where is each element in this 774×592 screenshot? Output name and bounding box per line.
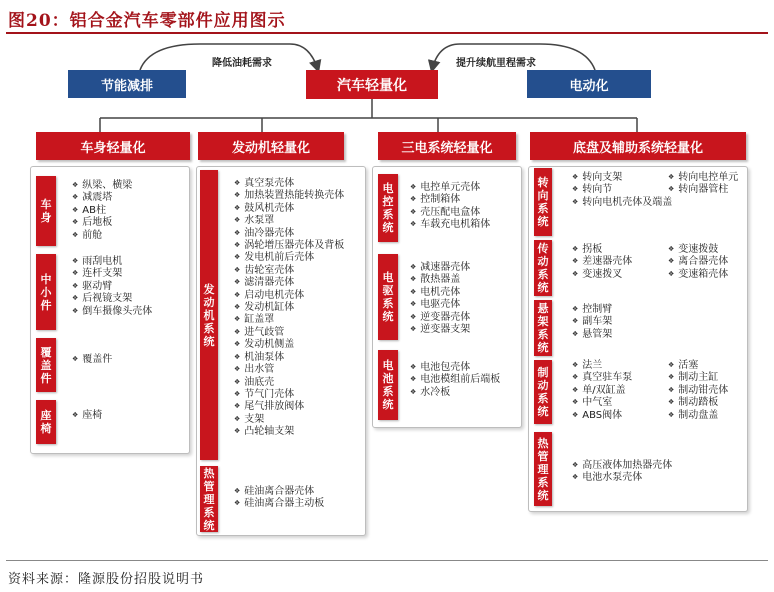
list-item: ❖ 雨刮电机 <box>72 256 152 268</box>
list-item: ❖ 制动盘盖 <box>668 410 728 422</box>
list-item: ❖ 节气门壳体 <box>234 389 344 401</box>
list-cover <box>72 354 112 366</box>
side-label-cover: 覆盖件 <box>36 338 56 392</box>
list-item: ❖ 凸轮轴支架 <box>234 426 344 438</box>
list-item: ❖ 单/双缸盖 <box>572 385 632 397</box>
list-item: ❖ 制动钳壳体 <box>668 385 728 397</box>
list-item: ❖ 电机壳体 <box>410 287 470 299</box>
lightweight-center-box: 汽车轻量化 <box>306 70 438 99</box>
list-item: ❖ 转向器管柱 <box>668 184 738 196</box>
list-item: ❖ ABS阀体 <box>572 410 632 422</box>
list-e-control <box>410 182 490 232</box>
list-chassis-thermal <box>572 460 672 485</box>
list-item: ❖ 电驱壳体 <box>410 299 470 311</box>
footer-divider <box>6 560 768 561</box>
list-transmission-right <box>668 244 728 281</box>
list-engine-system <box>234 178 344 439</box>
list-item: ❖ 控制臂 <box>572 304 612 316</box>
list-item: ❖ 机油泵体 <box>234 352 344 364</box>
header-three-electric-lightweight: 三电系统轻量化 <box>378 132 516 160</box>
list-item: ❖ 高压液体加热器壳体 <box>572 460 672 472</box>
side-label-e-control: 电控系统 <box>378 174 398 242</box>
list-item: ❖ 出水管 <box>234 364 344 376</box>
list-item: ❖ 油底壳 <box>234 377 344 389</box>
list-item: ❖ 散热器盖 <box>410 274 470 286</box>
side-label-engine-thermal: 热管理系统 <box>200 466 218 532</box>
list-item: ❖ 进气歧管 <box>234 327 344 339</box>
list-item: ❖ 控制箱体 <box>410 194 490 206</box>
list-item: ❖ 变速拨鼓 <box>668 244 728 256</box>
side-label-chassis-thermal: 热管理系统 <box>534 432 552 506</box>
list-seat <box>72 410 102 422</box>
list-item: ❖ 中气室 <box>572 397 632 409</box>
list-item: ❖ 转向电机壳体及端盖 <box>572 197 672 209</box>
list-transmission-left <box>572 244 632 281</box>
list-item: ❖ 前舱 <box>72 230 132 242</box>
list-steering-right <box>668 172 738 197</box>
list-item: ❖ 水泵罩 <box>234 215 344 227</box>
list-item: ❖ 发动机缸体 <box>234 302 344 314</box>
source-note: 资料来源：隆源股份招股说明书 <box>8 572 205 587</box>
list-item: ❖ 车载充电机箱体 <box>410 219 490 231</box>
list-item: ❖ 真空泵壳体 <box>234 178 344 190</box>
list-item: ❖ 变速箱壳体 <box>668 269 728 281</box>
arrow-right-label: 提升续航里程需求 <box>456 58 536 69</box>
list-item: ❖ 驱动臂 <box>72 281 152 293</box>
figure-title: 图20：铝合金汽车零部件应用图示 <box>8 11 286 31</box>
list-item: ❖ 电池水泵壳体 <box>572 472 672 484</box>
list-steering-left <box>572 172 672 209</box>
header-chassis-lightweight: 底盘及辅助系统轻量化 <box>530 132 746 160</box>
list-item: ❖ 后视镜支架 <box>72 293 152 305</box>
list-item: ❖ 倒车摄像头壳体 <box>72 306 152 318</box>
list-item: ❖ 缸盖罩 <box>234 314 344 326</box>
side-label-steering: 转向系统 <box>534 168 552 236</box>
list-brake-left <box>572 360 632 422</box>
list-item: ❖ 减速器壳体 <box>410 262 470 274</box>
list-item: ❖ 拐板 <box>572 244 632 256</box>
list-item: ❖ 尾气排放阀体 <box>234 401 344 413</box>
side-label-body: 车身 <box>36 176 56 246</box>
list-small-parts <box>72 256 152 318</box>
side-label-small-parts: 中小件 <box>36 254 56 330</box>
list-e-drive <box>410 262 470 336</box>
list-item: ❖ 后地板 <box>72 217 132 229</box>
list-item: ❖ 离合器壳体 <box>668 256 728 268</box>
list-item: ❖ AB柱 <box>72 205 132 217</box>
side-label-engine-system: 发动机系统 <box>200 170 218 460</box>
list-item: ❖ 逆变器壳体 <box>410 312 470 324</box>
list-item: ❖ 转向节 <box>572 184 672 196</box>
header-body-lightweight: 车身轻量化 <box>36 132 190 160</box>
header-engine-lightweight: 发动机轻量化 <box>198 132 344 160</box>
list-item: ❖ 电控单元壳体 <box>410 182 490 194</box>
list-battery <box>410 362 500 399</box>
list-item: ❖ 发动机侧盖 <box>234 339 344 351</box>
list-item: ❖ 纵梁、横梁 <box>72 180 132 192</box>
list-item: ❖ 覆盖件 <box>72 354 112 366</box>
list-item: ❖ 壳压配电盒体 <box>410 207 490 219</box>
list-item: ❖ 硅油离合器主动板 <box>234 498 324 510</box>
list-item: ❖ 发电机前后壳体 <box>234 252 344 264</box>
list-item: ❖ 悬管架 <box>572 329 612 341</box>
list-item: ❖ 油冷器壳体 <box>234 228 344 240</box>
side-label-transmission: 传动系统 <box>534 240 552 296</box>
list-engine-thermal <box>234 486 324 511</box>
list-item: ❖ 齿轮室壳体 <box>234 265 344 277</box>
side-label-brake: 制动系统 <box>534 360 552 424</box>
electrification-box: 电动化 <box>527 70 651 98</box>
list-item: ❖ 鼓风机壳体 <box>234 203 344 215</box>
list-body <box>72 180 132 242</box>
side-label-e-drive: 电驱系统 <box>378 254 398 340</box>
list-item: ❖ 逆变器支架 <box>410 324 470 336</box>
energy-saving-box: 节能减排 <box>68 70 186 98</box>
list-item: ❖ 真空驻车泵 <box>572 372 632 384</box>
list-item: ❖ 副车架 <box>572 316 612 328</box>
list-item: ❖ 差速器壳体 <box>572 256 632 268</box>
list-item: ❖ 座椅 <box>72 410 102 422</box>
list-item: ❖ 制动踏板 <box>668 397 728 409</box>
list-item: ❖ 制动主缸 <box>668 372 728 384</box>
list-item: ❖ 电池包壳体 <box>410 362 500 374</box>
list-item: ❖ 转向电控单元 <box>668 172 738 184</box>
list-suspension <box>572 304 612 341</box>
side-label-seat: 座椅 <box>36 400 56 444</box>
list-item: ❖ 涡轮增压器壳体及背板 <box>234 240 344 252</box>
list-item: ❖ 支架 <box>234 414 344 426</box>
list-item: ❖ 变速拨叉 <box>572 269 632 281</box>
list-item: ❖ 加热装置热能转换壳体 <box>234 190 344 202</box>
list-item: ❖ 滤清器壳体 <box>234 277 344 289</box>
arrow-left-label: 降低油耗需求 <box>212 58 272 69</box>
list-item: ❖ 连杆支架 <box>72 268 152 280</box>
list-item: ❖ 转向支架 <box>572 172 672 184</box>
list-item: ❖ 硅油离合器壳体 <box>234 486 324 498</box>
list-item: ❖ 减震塔 <box>72 192 132 204</box>
list-item: ❖ 水冷板 <box>410 387 500 399</box>
list-brake-right <box>668 360 728 422</box>
list-item: ❖ 电池模组前后端板 <box>410 374 500 386</box>
side-label-battery: 电池系统 <box>378 350 398 420</box>
list-item: ❖ 启动电机壳体 <box>234 290 344 302</box>
list-item: ❖ 活塞 <box>668 360 728 372</box>
side-label-suspension: 悬架系统 <box>534 300 552 356</box>
list-item: ❖ 法兰 <box>572 360 632 372</box>
